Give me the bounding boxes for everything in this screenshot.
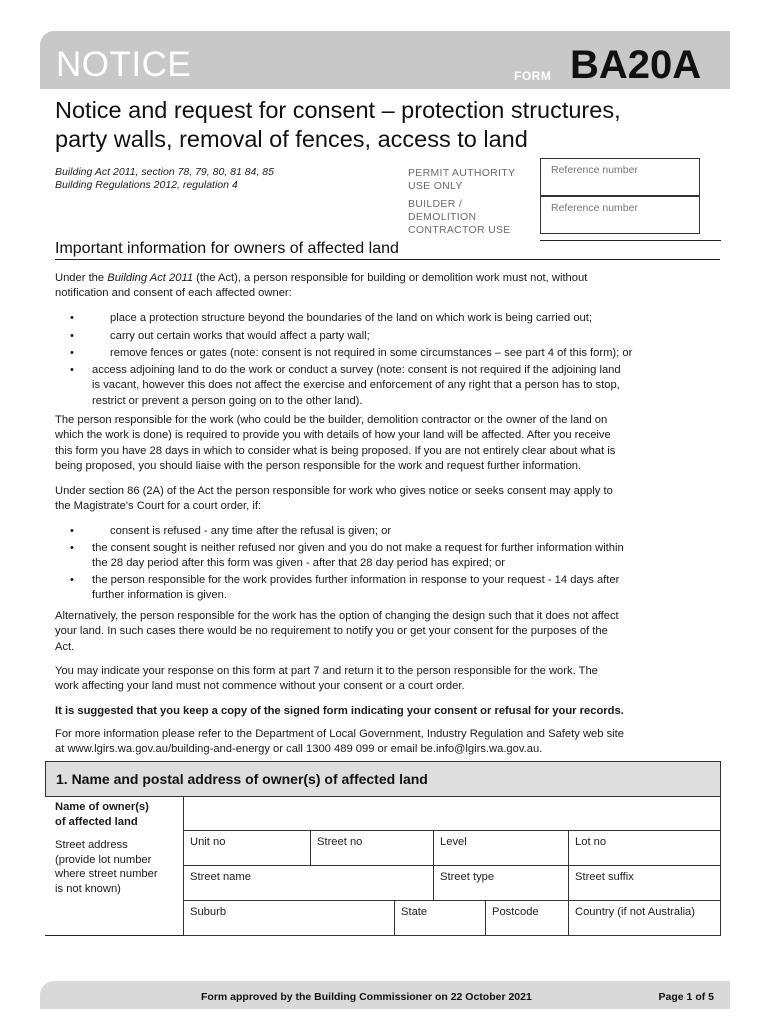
form-title-line-2: party walls, removal of fences, access to land [55, 126, 528, 152]
street-address-label-line: is not known) [55, 882, 121, 895]
responsibility-paragraph [55, 413, 715, 474]
builder-reference-placeholder: Reference number [551, 202, 638, 214]
form-code: BA20A [570, 43, 702, 87]
street-address-label [55, 838, 158, 896]
paragraph-line: which the work is done) is required to provide you with details of how your land will be affected. After you receive [55, 429, 611, 442]
paragraph-line: your land. In such cases there would be no requirement to notify you or get your consent for the purposes of the [55, 625, 608, 638]
builder-contractor-label [408, 198, 511, 237]
country-field[interactable] [568, 900, 721, 936]
regulations-reference: Building Regulations 2012, regulation 4 [55, 179, 238, 191]
section-1-heading [45, 761, 721, 797]
intro-text-post: (the Act), a person responsible for building or demolition work must not, without [193, 272, 588, 284]
postcode-label: Postcode [492, 906, 539, 918]
list-item-text: place a protection structure beyond the boundaries of the land on which work is being carried out; [110, 312, 592, 324]
level-label: Level [440, 836, 467, 848]
list-item-text: carry out certain works that would affect a party wall; [110, 330, 370, 342]
paragraph-line: this form you have 28 days in which to consider what is being proposed. If you are not entirely clear about what is [55, 444, 616, 457]
court-order-paragraph [55, 484, 715, 515]
level-field[interactable] [433, 830, 569, 866]
bullet-icon: • [70, 312, 74, 324]
act-name: Building Act 2011 [107, 272, 194, 284]
form-title-line-1: Notice and request for consent – protection structures, [55, 97, 621, 123]
list-item-text [92, 573, 712, 604]
approval-statement: Form approved by the Building Commissioner on 22 October 2021 [201, 991, 532, 1003]
state-field[interactable] [394, 900, 486, 936]
list-item-text: remove fences or gates (note: consent is not required in some circumstances – see part 4 of this form); or [110, 347, 633, 359]
list-item-text [92, 363, 712, 409]
intro-paragraph [55, 271, 715, 302]
list-item-line: further information is given. [92, 589, 227, 602]
builder-label-line-1: BUILDER / [408, 198, 463, 210]
paragraph-line: You may indicate your response on this form at part 7 and return it to the person responsible for the work. The [55, 665, 598, 677]
owner-name-label-line-1: Name of owner(s) [55, 801, 149, 813]
form-label: FORM [514, 69, 552, 83]
owner-name-label-line-2: of affected land [55, 815, 138, 828]
design-change-paragraph [55, 609, 715, 655]
street-address-label-line: (provide lot number [55, 853, 152, 866]
notice-label: NOTICE [56, 45, 192, 84]
suburb-label: Suburb [190, 906, 227, 918]
street-type-field[interactable] [433, 865, 569, 901]
permit-authority-label [408, 167, 515, 193]
street-suffix-field[interactable] [568, 865, 721, 901]
list-item-line: restrict or prevent a person going on to the other land). [92, 394, 363, 407]
page-footer [40, 981, 730, 1009]
bullet-icon: • [70, 330, 74, 342]
bullet-icon: • [70, 542, 74, 554]
permit-reference-placeholder: Reference number [551, 164, 638, 176]
form-header-banner [40, 31, 730, 89]
builder-reference-field[interactable] [540, 196, 700, 234]
street-no-label: Street no [317, 836, 363, 848]
paragraph-line: The person responsible for the work (who could be the builder, demolition contractor or the owner of the land on [55, 414, 608, 426]
country-label: Country (if not Australia) [575, 906, 696, 918]
list-item-line: is vacant, however this does not affect the exercise and enforcement of any right that a person has to stop, [92, 379, 620, 392]
act-reference: Building Act 2011, section 78, 79, 80, 81 84, 85 [55, 166, 274, 178]
intro-line-1 [55, 271, 715, 286]
builder-label-line-2: DEMOLITION [408, 211, 477, 223]
address-bottom-rule [45, 935, 184, 936]
bullet-icon: • [70, 364, 74, 376]
street-address-label-line: Street address [55, 839, 128, 851]
owner-name-field[interactable] [183, 796, 721, 831]
office-box-divider [540, 240, 721, 241]
bullet-icon: • [70, 347, 74, 359]
bullet-icon: • [70, 574, 74, 586]
paragraph-line: Act. [55, 640, 75, 653]
form-title [55, 96, 735, 154]
street-address-label-line: where street number [55, 868, 158, 880]
heading-divider [55, 259, 720, 260]
unit-no-label: Unit no [190, 836, 226, 848]
page-number: Page 1 of 5 [658, 991, 714, 1003]
permit-authority-reference-field[interactable] [540, 158, 700, 196]
postcode-field[interactable] [485, 900, 569, 936]
street-type-label: Street type [440, 871, 495, 883]
paragraph-line: Alternatively, the person responsible for the work has the option of changing the design such that it does not affect [55, 610, 619, 622]
list-item-text: consent is refused - any time after the refusal is given; or [110, 525, 392, 537]
state-label: State [401, 906, 428, 918]
bullet-icon: • [70, 525, 74, 537]
response-paragraph [55, 664, 715, 695]
builder-label-line-3: CONTRACTOR USE [408, 224, 511, 236]
lot-no-label: Lot no [575, 836, 607, 848]
owner-name-label [55, 800, 149, 829]
street-name-field[interactable] [183, 865, 434, 901]
lot-no-field[interactable] [568, 830, 721, 866]
paragraph-line: the Magistrate's Court for a court order, if: [55, 500, 262, 513]
intro-line-2: notification and consent of each affected owner: [55, 287, 292, 300]
section-1-title: 1. Name and postal address of owner(s) of affected land [56, 771, 428, 787]
paragraph-line: work affecting your land must not commence without your consent or a court order. [55, 680, 465, 693]
paragraph-line: at www.lgirs.wa.gov.au/building-and-energy or call 1300 489 099 or email be.info@lgirs.wa.gov.au. [55, 743, 543, 756]
keep-copy-notice: It is suggested that you keep a copy of the signed form indicating your consent or refusal for your records. [55, 705, 624, 717]
list-item-line: the person responsible for the work provides further information in response to your request - 14 days after [92, 574, 620, 586]
paragraph-line: being proposed, you should liaise with the person responsible for the work and request further information. [55, 459, 582, 472]
list-item-line: the 28 day period after this form was given - after that 28 day period has expired; or [92, 557, 505, 570]
list-item-text [92, 541, 712, 572]
unit-no-field[interactable] [183, 830, 311, 866]
list-item-line: access adjoining land to do the work or conduct a survey (note: consent is not required if the adjoining land [92, 364, 621, 376]
important-info-heading: Important information for owners of affected land [55, 240, 399, 257]
permit-authority-label-line-1: PERMIT AUTHORITY [408, 167, 516, 179]
street-no-field[interactable] [310, 830, 434, 866]
intro-text-pre: Under the [55, 272, 108, 284]
paragraph-line: Under section 86 (2A) of the Act the person responsible for work who gives notice or seeks consent may apply to [55, 485, 613, 497]
legal-references [55, 166, 274, 192]
street-name-label: Street name [190, 871, 251, 883]
permit-authority-label-line-2: USE ONLY [408, 180, 463, 192]
more-info-paragraph [55, 727, 715, 758]
suburb-field[interactable] [183, 900, 395, 936]
street-suffix-label: Street suffix [575, 871, 634, 883]
paragraph-line: For more information please refer to the Department of Local Government, Industry Regulation and Safety web site [55, 728, 624, 740]
list-item-line: the consent sought is neither refused nor given and you do not make a request for further information within [92, 542, 624, 554]
